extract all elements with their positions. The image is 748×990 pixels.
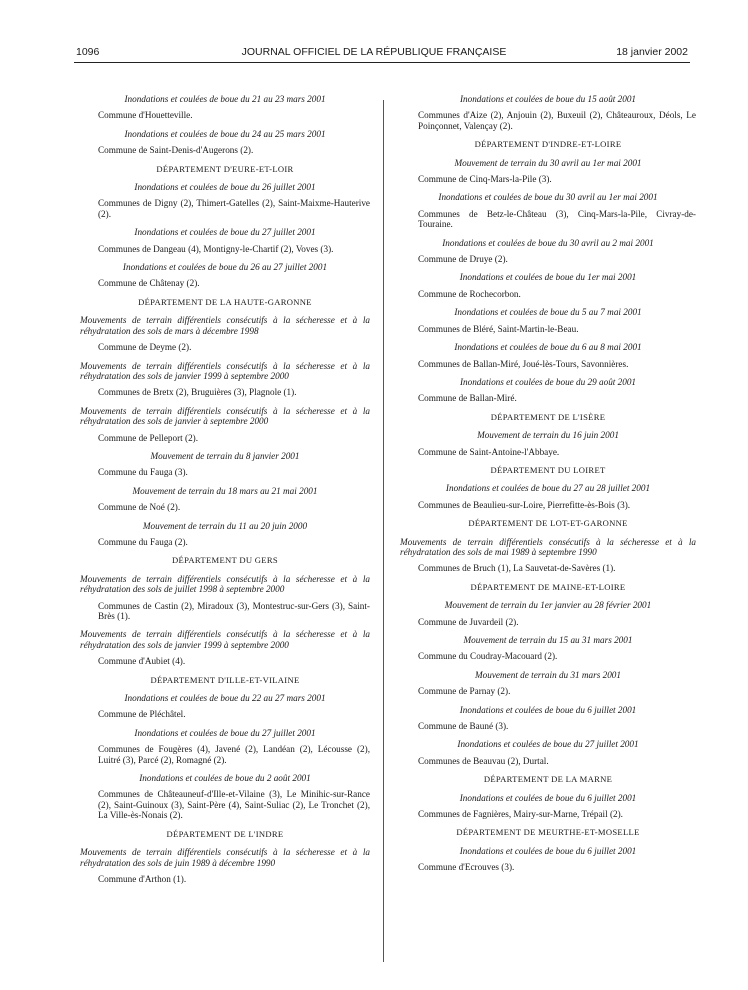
decree-heading: Inondations et coulées de boue du 6 au 8 mai 2001 [454, 342, 642, 353]
commune-list: Communes de Bléré, Saint-Martin-le-Beau. [418, 323, 579, 334]
decree-heading: Inondations et coulées de boue du 30 avril au 2 mai 2001 [442, 237, 654, 248]
decree-heading: Mouvement de terrain du 31 mars 2001 [475, 669, 621, 680]
left-column [80, 94, 370, 892]
commune-list: Commune d'Aubiet (4). [98, 656, 186, 667]
decree-heading: Inondations et coulées de boue du 26 juillet 2001 [134, 182, 316, 193]
decree-heading: Inondations et coulées de boue du 29 août 2001 [459, 376, 637, 387]
decree-heading: Inondations et coulées de boue du 21 au 23 mars 2001 [124, 94, 326, 104]
commune-list: Communes de Castin (2), Miradoux (3), Montestruc-sur-Gers (3), Saint-Brès (1). [98, 600, 370, 621]
commune-list: Communes de Beaulieu-sur-Loire, Pierrefitte-ès-Bois (3). [418, 499, 631, 510]
department-heading: DÉPARTEMENT DE LA HAUTE-GARONNE [138, 296, 312, 307]
department-heading: DÉPARTEMENT DE L'ISÈRE [490, 411, 606, 422]
decree-heading: Inondations et coulées de boue du 27 juillet 2001 [134, 227, 316, 238]
decree-heading: Inondations et coulées de boue du 2 août 2001 [139, 773, 311, 784]
decree-heading: Inondations et coulées de boue du 27 juillet 2001 [134, 727, 316, 738]
decree-heading: Inondations et coulées de boue du 22 au 27 mars 2001 [124, 693, 326, 704]
decree-heading: Mouvement de terrain du 1er janvier au 28 février 2001 [444, 600, 652, 611]
commune-list: Commune de Saint-Denis-d'Augerons (2). [98, 145, 254, 156]
commune-list: Commune de Noé (2). [98, 502, 181, 513]
commune-list: Commune d'Arthon (1). [98, 873, 187, 884]
commune-list: Communes de Châteauneuf-d'Ille-et-Vilaine (3), Le Minihic-sur-Rance (2), Saint-Guinoux (3), Saint-Père (4), Saint-Suliac (2), Le Tronchet (2), La Ville-ès-Nonais (2). [98, 789, 370, 821]
decree-heading: Inondations et coulées de boue du 26 au 27 juillet 2001 [122, 262, 328, 273]
publication-date: 18 janvier 2002 [616, 46, 688, 58]
commune-list: Communes de Dangeau (4), Montigny-le-Chartif (2), Voves (3). [98, 243, 334, 254]
decree-heading: Inondations et coulées de boue du 6 juillet 2001 [459, 704, 637, 715]
decree-heading: Inondations et coulées de boue du 1er mai 2001 [459, 272, 637, 283]
department-heading: DÉPARTEMENT DE MEURTHE-ET-MOSELLE [456, 827, 640, 838]
commune-list: Communes de Bruch (1), La Sauvetat-de-Savères (1). [418, 563, 616, 574]
commune-list: Commune de Deyme (2). [98, 342, 192, 353]
department-heading: DÉPARTEMENT DE LOT-ET-GARONNE [468, 518, 628, 529]
column-divider [383, 100, 384, 962]
commune-list: Commune d'Ecrouves (3). [418, 862, 515, 873]
commune-list: Communes de Fagnières, Mairy-sur-Marne, Trépail (2). [418, 809, 623, 820]
commune-list: Commune de Juvardeil (2). [418, 616, 519, 627]
commune-list: Communes de Fougères (4), Javené (2), Landéan (2), Lécousse (2), Luitré (3), Parcé (2), Romagné (2). [98, 744, 370, 765]
commune-list: Commune de Druye (2). [418, 254, 508, 265]
department-heading: DÉPARTEMENT D'ILLE-ET-VILAINE [150, 674, 300, 685]
decree-heading: Inondations et coulées de boue du 6 juillet 2001 [459, 792, 637, 803]
decree-heading: Mouvements de terrain différentiels consécutifs à la sécheresse et à la réhydratation des sols de janvier 1999 à septembre 2000 [80, 360, 370, 381]
department-heading: DÉPARTEMENT D'INDRE-ET-LOIRE [474, 139, 622, 150]
decree-heading: Mouvements de terrain différentiels consécutifs à la sécheresse et à la réhydratation des sols de juillet 1998 à septembre 2000 [80, 573, 370, 595]
commune-list: Communes de Beauvau (2), Durtal. [418, 755, 549, 766]
commune-list: Commune de Ballan-Miré. [418, 393, 517, 404]
commune-list: Communes de Betz-le-Château (3), Cinq-Mars-la-Pile, Civray-de-Touraine. [418, 208, 696, 230]
decree-heading: Mouvements de terrain différentiels consécutifs à la sécheresse et à la réhydratation des sols de janvier à septembre 2000 [80, 405, 370, 427]
decree-heading: Mouvement de terrain du 15 au 31 mars 2001 [463, 635, 633, 645]
decree-heading: Mouvement de terrain du 30 avril au 1er mai 2001 [454, 157, 642, 168]
decree-heading: Mouvements de terrain différentiels consécutifs à la sécheresse et à la réhydratation des sols de janvier 1999 à septembre 2000 [80, 629, 370, 650]
commune-list: Commune du Fauga (2). [98, 536, 188, 547]
page-number: 1096 [76, 46, 100, 58]
commune-list: Commune de Pléchâtel. [98, 709, 186, 720]
page-header [0, 46, 748, 62]
commune-list: Commune du Coudray-Macouard (2). [418, 651, 558, 662]
header-rule [74, 62, 690, 63]
decree-heading: Inondations et coulées de boue du 6 juillet 2001 [459, 845, 637, 856]
department-heading: DÉPARTEMENT D'EURE-ET-LOIR [156, 163, 294, 174]
decree-heading: Mouvements de terrain différentiels consécutifs à la sécheresse et à la réhydratation des sols de mars à décembre 1998 [80, 315, 370, 336]
decree-heading: Mouvements de terrain différentiels consécutifs à la sécheresse et à la réhydratation des sols de mai 1989 à septembre 1990 [400, 536, 696, 557]
commune-list: Commune de Bauné (3). [418, 721, 509, 732]
decree-heading: Inondations et coulées de boue du 30 avril au 1er mai 2001 [438, 192, 658, 203]
commune-list: Commune d'Houetteville. [98, 110, 193, 121]
commune-list: Commune de Parnay (2). [418, 686, 511, 697]
commune-list: Communes de Ballan-Miré, Joué-lès-Tours, Savonnières. [418, 358, 629, 369]
decree-heading: Inondations et coulées de boue du 24 au 25 mars 2001 [124, 128, 326, 139]
decree-heading: Mouvement de terrain du 11 au 20 juin 2000 [142, 520, 308, 531]
decree-heading: Mouvement de terrain du 8 janvier 2001 [150, 450, 300, 461]
journal-title: JOURNAL OFFICIEL DE LA RÉPUBLIQUE FRANÇAISE [241, 46, 507, 58]
commune-list: Commune de Rochecorbon. [418, 288, 521, 299]
commune-list: Communes de Bretx (2), Bruguières (3), Plagnole (1). [98, 387, 297, 398]
commune-list: Communes de Digny (2), Thimert-Gatelles (2), Saint-Maixme-Hauterive (2). [98, 198, 370, 219]
decree-heading: Mouvement de terrain du 18 mars au 21 mai 2001 [132, 485, 318, 496]
department-heading: DÉPARTEMENT DU GERS [172, 555, 278, 566]
decree-heading: Inondations et coulées de boue du 15 août 2001 [459, 94, 637, 104]
commune-list: Commune de Cinq-Mars-la-Pile (3). [418, 174, 552, 185]
decree-heading: Mouvement de terrain du 16 juin 2001 [477, 430, 619, 441]
decree-heading: Inondations et coulées de boue du 27 juillet 2001 [457, 739, 639, 750]
commune-list: Commune de Saint-Antoine-l'Abbaye. [418, 446, 560, 457]
department-heading: DÉPARTEMENT DE LA MARNE [483, 774, 613, 785]
department-heading: DÉPARTEMENT DE L'INDRE [166, 828, 284, 839]
commune-list: Commune de Pelleport (2). [98, 432, 199, 443]
decree-heading: Mouvements de terrain différentiels consécutifs à la sécheresse et à la réhydratation des sols de juin 1989 à décembre 1990 [80, 847, 370, 868]
department-heading: DÉPARTEMENT DE MAINE-ET-LOIRE [470, 581, 626, 592]
decree-heading: Inondations et coulées de boue du 27 au 28 juillet 2001 [445, 483, 651, 494]
commune-list: Communes d'Aize (2), Anjouin (2), Buxeuil (2), Châteauroux, Déols, Le Poinçonnet, Valençay (2). [418, 110, 696, 131]
right-column [400, 94, 696, 881]
commune-list: Commune de Châtenay (2). [98, 278, 200, 289]
decree-heading: Inondations et coulées de boue du 5 au 7 mai 2001 [454, 307, 642, 318]
commune-list: Commune du Fauga (3). [98, 467, 188, 478]
department-heading: DÉPARTEMENT DU LOIRET [490, 464, 606, 475]
